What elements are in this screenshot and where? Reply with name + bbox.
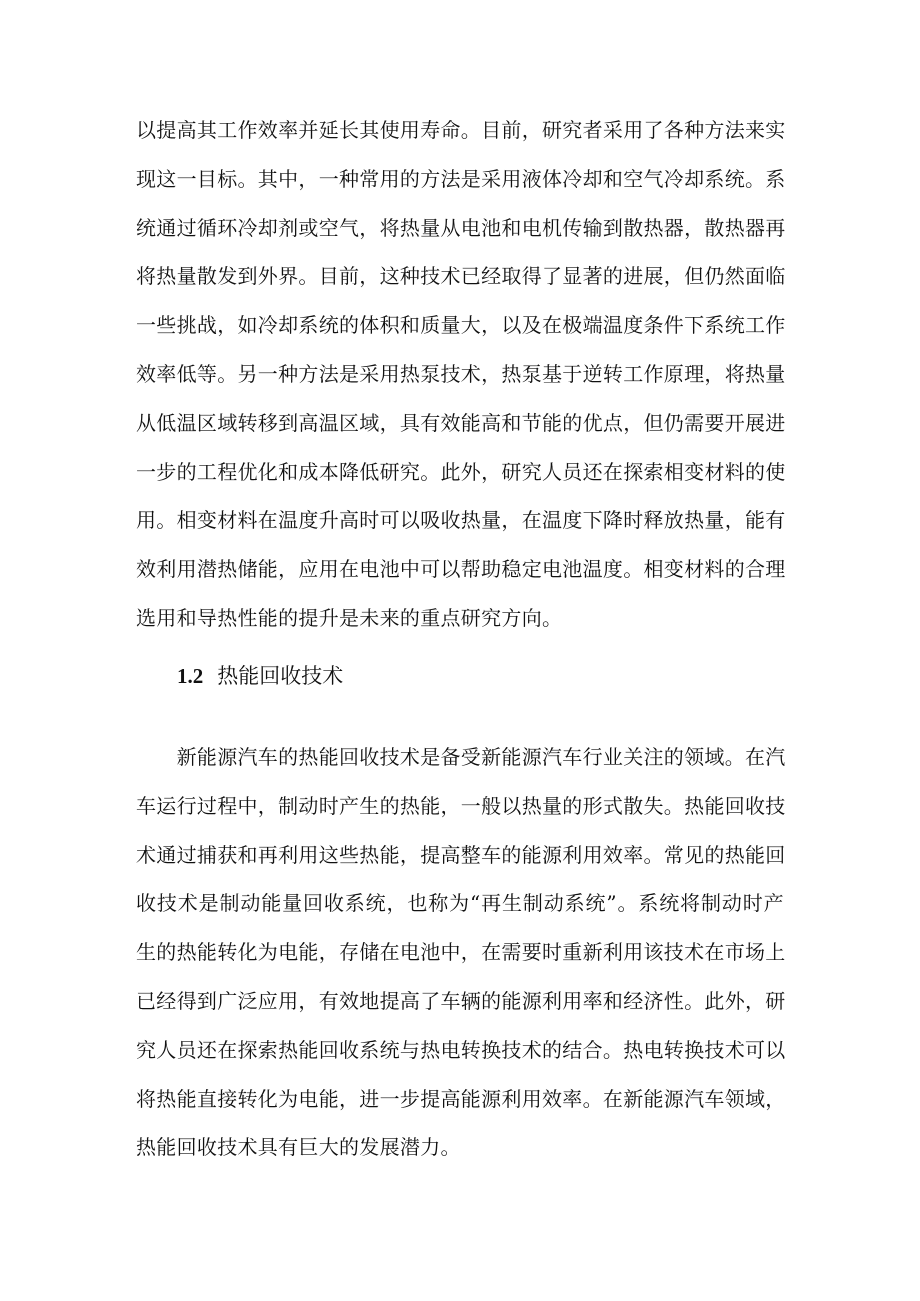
text-line: 热能回收技术具有巨大的发展潜力。 xyxy=(136,1135,461,1160)
text-line: 选用和导热性能的提升是未来的重点研究方向。 xyxy=(136,605,563,630)
text-line: 统通过循环冷却剂或空气，将热量从电池和电机传输到散热器，散热器再 xyxy=(136,215,786,240)
text-line: 一步的工程优化和成本降低研究。此外，研究人员还在探索相变材料的使 xyxy=(136,459,786,484)
text-line: 一些挑战，如冷却系统的体积和质量大，以及在极端温度条件下系统工作 xyxy=(136,313,786,338)
body-paragraph xyxy=(136,106,784,643)
section-title: 热能回收技术 xyxy=(217,664,344,688)
text-line: 将热能直接转化为电能，进一步提高能源利用效率。在新能源汽车领域， xyxy=(136,1086,786,1111)
section-heading xyxy=(177,652,343,700)
text-line: 效利用潜热储能，应用在电池中可以帮助稳定电池温度。相变材料的合理 xyxy=(136,557,786,582)
text-line: 术通过捕获和再利用这些热能，提高整车的能源利用效率。常见的热能回 xyxy=(136,842,786,867)
text-line: 用。相变材料在温度升高时可以吸收热量，在温度下降时释放热量，能有 xyxy=(136,508,786,533)
text-line: 究人员还在探索热能回收系统与热电转换技术的结合。热电转换技术可以 xyxy=(136,1037,786,1062)
text-line: 生的热能转化为电能，存储在电池中，在需要时重新利用该技术在市场上 xyxy=(136,940,786,965)
body-paragraph xyxy=(136,733,784,1172)
section-number: 1.2 xyxy=(177,664,204,688)
text-line: 以提高其工作效率并延长其使用寿命。目前，研究者采用了各种方法来实 xyxy=(136,118,786,142)
text-line: 收技术是制动能量回收系统，也称为“再生制动系统”。系统将制动时产 xyxy=(136,891,784,916)
text-line: 将热量散发到外界。目前，这种技术已经取得了显著的进展，但仍然面临 xyxy=(136,264,786,289)
text-line: 新能源汽车的热能回收技术是备受新能源汽车行业关注的领域。在汽 xyxy=(136,745,786,769)
text-line: 从低温区域转移到高温区域，具有效能高和节能的优点，但仍需要开展进 xyxy=(136,410,786,435)
text-line: 效率低等。另一种方法是采用热泵技术，热泵基于逆转工作原理，将热量 xyxy=(136,361,786,386)
text-line: 已经得到广泛应用，有效地提高了车辆的能源利用率和经济性。此外，研 xyxy=(136,988,786,1013)
text-line: 现这一目标。其中，一种常用的方法是采用液体冷却和空气冷却系统。系 xyxy=(136,166,786,191)
text-line: 车运行过程中，制动时产生的热能，一般以热量的形式散失。热能回收技 xyxy=(136,793,786,818)
